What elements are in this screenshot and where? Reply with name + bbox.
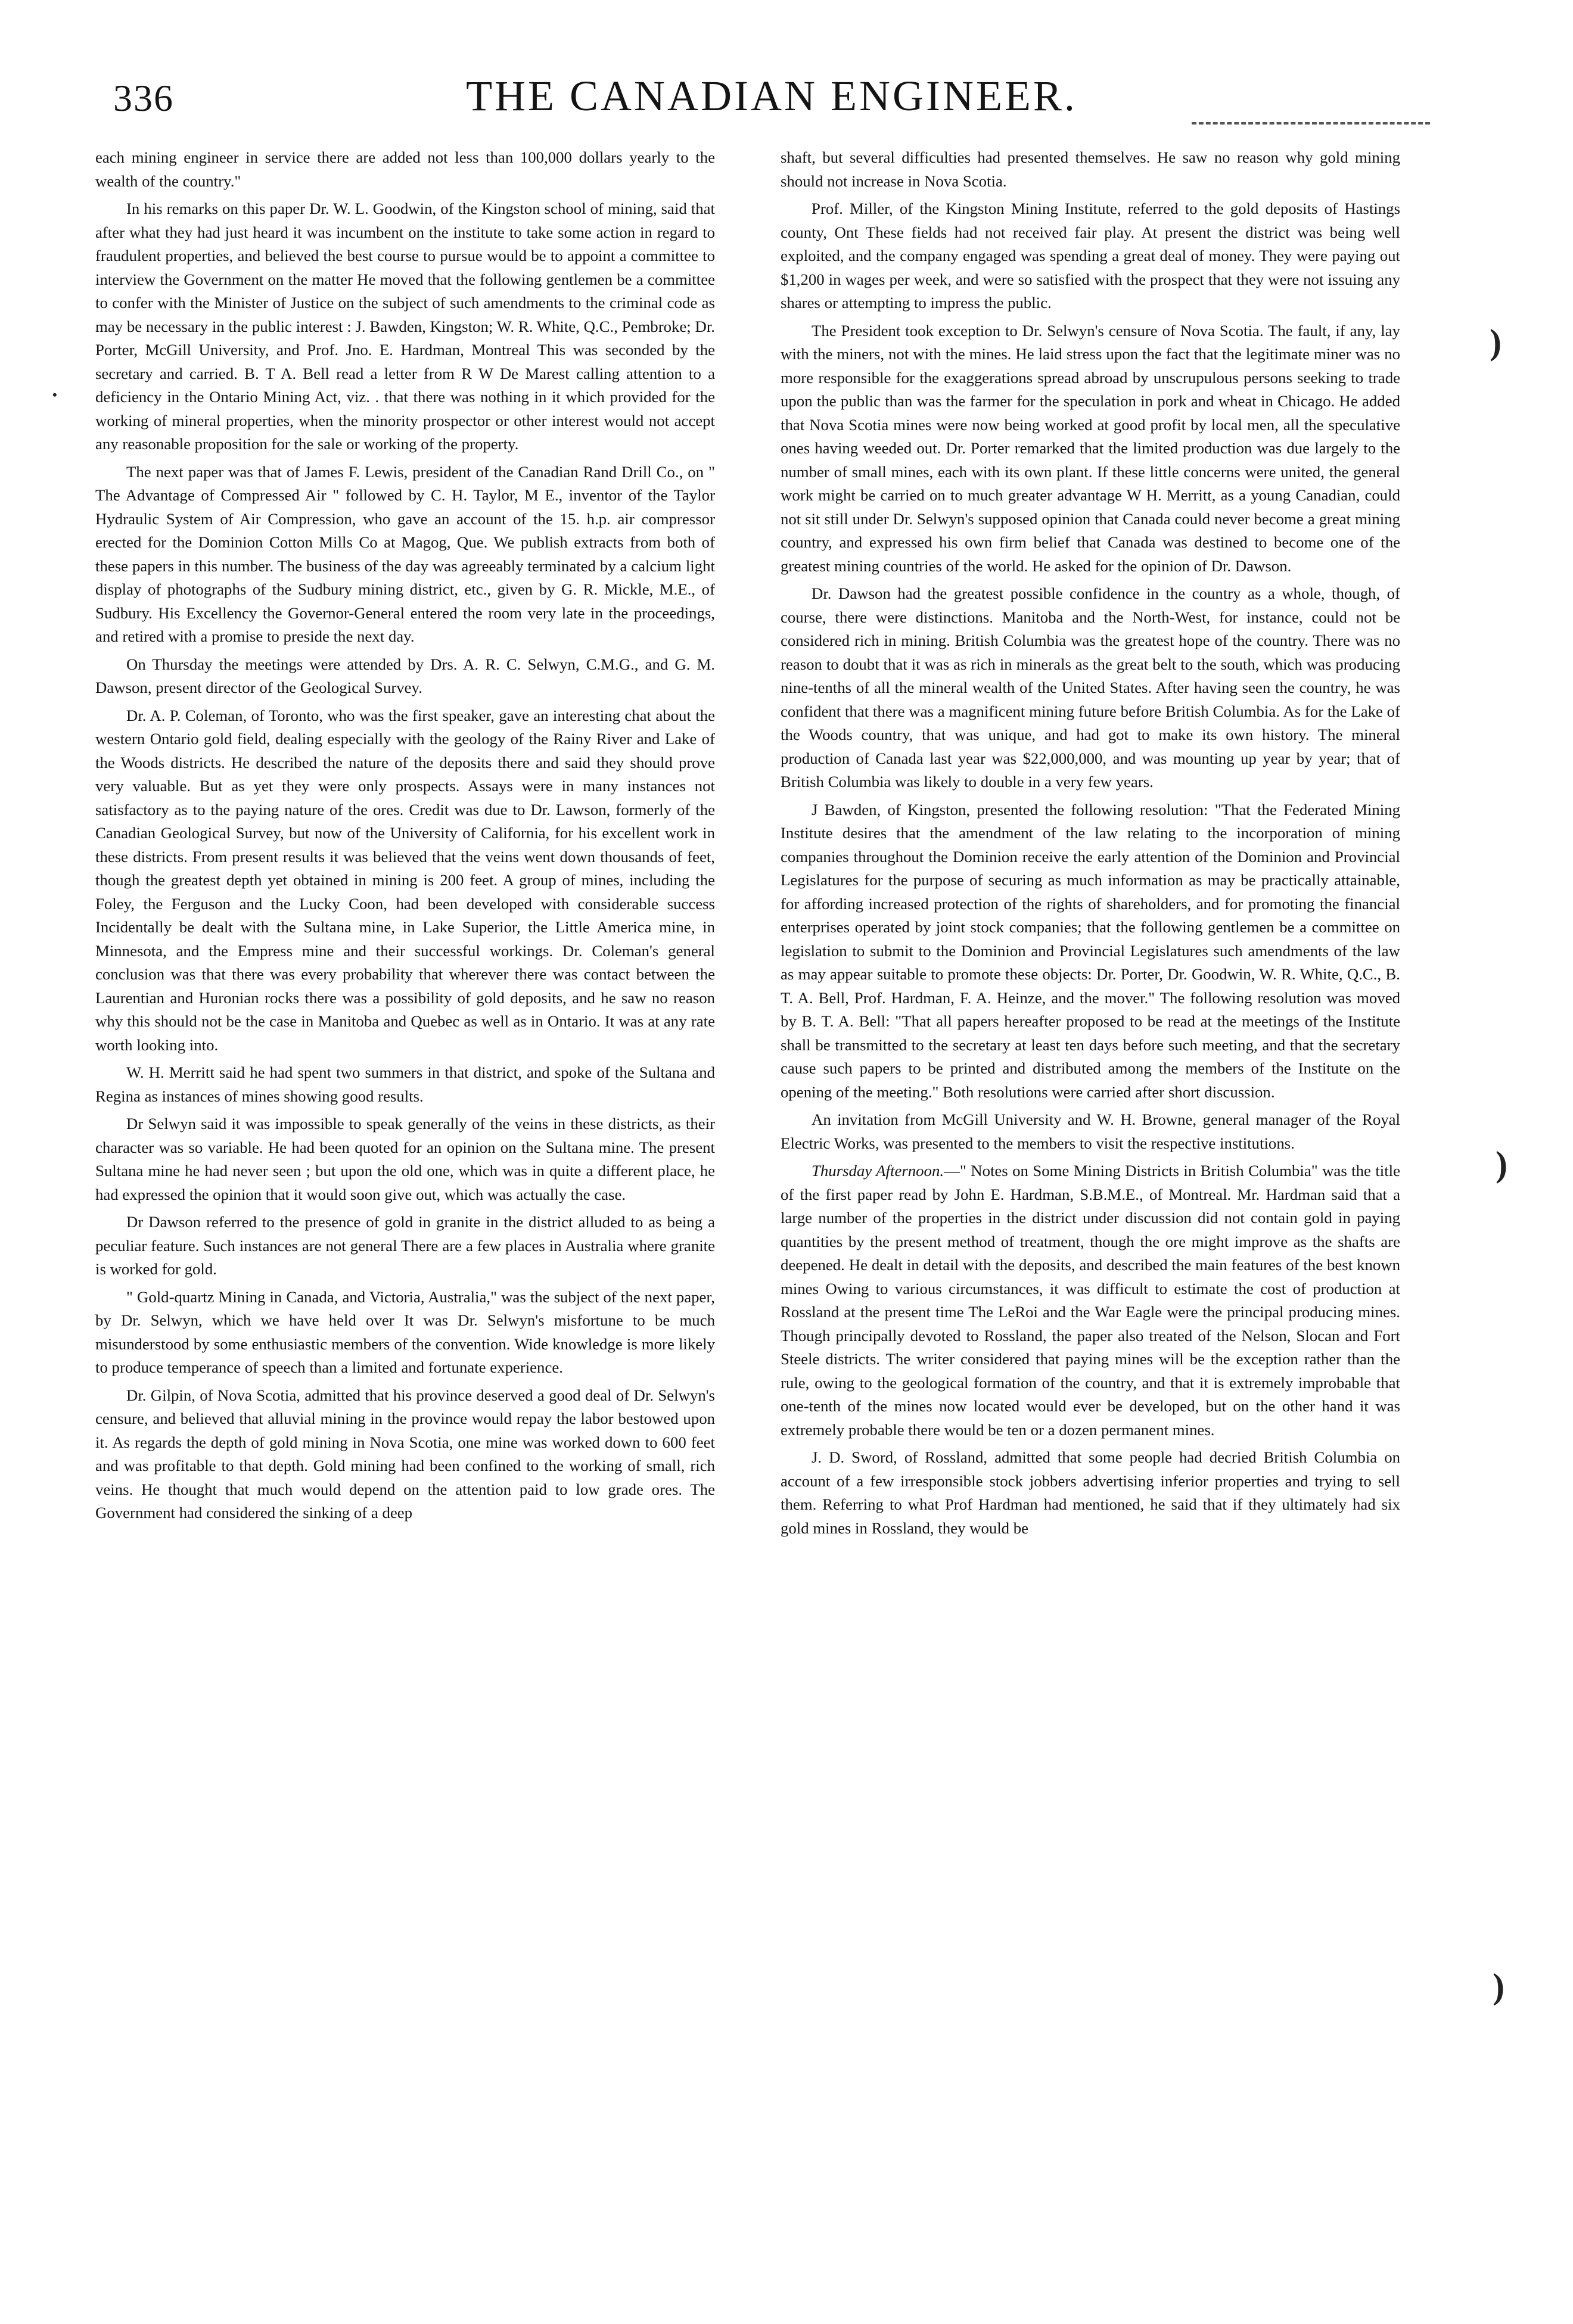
paragraph: In his remarks on this paper Dr. W. L. Goodwin, of the Kingston school of mining, said that after what they had just heard it was incumbent on the institute to take some action in regard to fraudulent properties, and believed the best course to pursue would be to appoint a committee to interview the Government on the matter He moved that the following gentlemen be a committee to confer with the Minister of Justice on the subject of such amendments to the criminal code as may be necessary in the public interest : J. Bawden, Kingston; W. R. White, Q.C., Pembroke; Dr. Porter, McGill University, and Prof. Jno. E. Hardman, Montreal This was seconded by the secretary and carried. B. T A. Bell read a letter from R W De Marest calling attention to a deficiency in the Ontario Mining Act, viz. . that there was nothing in it which provided for the working of mineral properties, when the minority prospector or other interest would not accept any reasonable proposition for the sale or working of the property. — [95, 200, 715, 453]
paragraph: J Bawden, of Kingston, presented the following resolution: "That the Federated Mining Institute desires that the amendment of the law relating to the incorporation of mining companies throughout the Dominion receive the early attention of the Dominion and Provincial Legislatures for the purpose of securing as much information as may be practically attainable, for affording increased protection of the rights of shareholders, and for promoting the financial enterprises operated by joint stock companies; that the following gentlemen be a committee on legislation to submit to the Dominion and Provincial Legislatures such amendments of the law as may appear suitable to promote these objects: Dr. Porter, Dr. Goodwin, W. R. White, Q.C., B. T. A. Bell, Prof. Hardman, F. A. Heinze, and the mover." The following resolution was moved by B. T. A. Bell: "That all papers hereafter proposed to be read at the meetings of the Institute shall be transmitted to the secretary at least ten days before such meeting, and that the secretary cause such papers to be printed and distributed among the members of the Institute on the opening of the meeting." Both resolutions were carried after short discussion. — [781, 800, 1400, 1101]
paragraph: Dr. Dawson had the greatest possible confidence in the country as a whole, though, of course, there were distinctions. Manitoba and the North-West, for instance, could not be considered rich in mining. British Columbia was the greatest hope of the country. There was no reason to doubt that it was as rich in minerals as the great belt to the south, which was producing nine-tenths of all the mineral wealth of the United States. After having seen the country, he was confident that there was a magnificent mining future before British Columbia. As for the Lake of the Woods country, that was unique, and had got to make its own history. The mineral production of Canada last year was $22,000,000, and was mounting up year by year; that of British Columbia was likely to double in a very few years. — [781, 584, 1400, 791]
page-number: 336 — [113, 77, 174, 119]
paragraph: An invitation from McGill University and W. H. Browne, general manager of the Royal Electric Works, was presented to the members to visit the respective institutions. — [781, 1110, 1400, 1152]
paragraph: Dr. Gilpin, of Nova Scotia, admitted that his province deserved a good deal of Dr. Selwyn's censure, and believed that alluvial mining in the province would repay the labor bestowed upon it. As regards the depth of gold mining in Nova Scotia, one mine was worked down to 600 feet and was profitable to that depth. Gold mining had been confined to the working of small, rich veins. He thought that much would depend on the attention paid to low grade ores. The Government had considered the sinking of a deep — [95, 1386, 715, 1522]
scan-mark: ) — [1496, 1144, 1507, 1184]
paragraph: Dr Selwyn said it was impossible to speak generally of the veins in these districts, as their character was so variable. He had been quoted for an opinion on the Sultana mine. The present Sultana mine he had never seen ; but upon the old one, which was in quite a different place, he had expressed the opinion that it would soon give out, which was actually the case. — [95, 1115, 715, 1203]
section-text: —" Notes on Some Mining Districts in British Columbia" was the title of the first paper read by John E. Hardman, S.B.M.E., of Montreal. Mr. Hardman said that a large number of the properties in the district under discussion did not contain gold in paying quantities by the present method of treatment, though the ore might improve as the shafts are deepened. He dealt in detail with the deposits, and described the main features of the best known mines Owing to various circumstances, it was difficult to estimate the cost of production at Rossland at the present time The LeRoi and the War Eagle were the principal producing mines. Though principally devoted to Rossland, the paper also treated of the Nelson, Slocan and Fort Steele districts. The writer considered that paying mines will be the exception rather than the rule, owing to the geological formation of the country, and that it is extremely improbable that one-tenth of the mines now located would ever be developed, but on the other hand it was extremely probable there would be ten or a dozen permanent mines. — [781, 1162, 1400, 1439]
paragraph: On Thursday the meetings were attended by Drs. A. R. C. Selwyn, C.M.G., and G. M. Dawson, present director of the Geological Survey. — [95, 655, 715, 696]
paragraph: The President took exception to Dr. Selwyn's censure of Nova Scotia. The fault, if any, lay with the miners, not with the mines. He laid stress upon the fact that the legitimate miner was no more responsible for the exaggerations spread abroad by unscrupulous persons seeking to trade upon the public than was the farmer for the speculation in pork and wheat in Chicago. He added that Nova Scotia mines were now being worked at good profit by local men, all the speculative ones having weeded out. Dr. Porter remarked that the limited production was due largely to the number of small mines, each with its own plant. If these little concerns were united, the general work might be carried on to much greater advantage W H. Merritt, as a young Canadian, could not sit still under Dr. Selwyn's supposed opinion that Canada could never become a great mining country, and expressed his own firm belief that Canada was destined to become one of the greatest mining countries of the world. He asked for the opinion of Dr. Dawson. — [781, 321, 1400, 575]
section-lead: Thursday Afternoon. — [812, 1162, 944, 1180]
paragraph: The next paper was that of James F. Lewis, president of the Canadian Rand Drill Co., on " The Advantage of Compressed Air " followed by C. H. Taylor, M E., inventor of the Taylor Hydraulic System of Air Compression, who gave an account of the 15. h.p. air compressor erected for the Dominion Cotton Mills Co at Magog, Que. We publish extracts from both of these papers in this number. The business of the day was agreeably terminated by a calcium light display of photographs of the Sudbury mining district, etc., given by G. R. Mickle, M.E., of Sudbury. His Excellency the Governor-General entered the room very late in the proceedings, and retired with a promise to preside the next day. — [95, 462, 715, 645]
scan-mark: • — [52, 387, 57, 402]
left-column — [95, 146, 715, 2291]
journal-title: THE CANADIAN ENGINEER. — [466, 72, 1077, 120]
thursday-afternoon-paragraph — [781, 1159, 1400, 1442]
paragraph: Dr Dawson referred to the presence of gold in granite in the district alluded to as being a peculiar feature. Such instances are not general There are a few places in Australia where granite is worked for gold. — [95, 1213, 715, 1278]
scan-mark: ) — [1490, 322, 1502, 362]
paragraph: W. H. Merritt said he had spent two summers in that district, and spoke of the Sultana and Regina as instances of mines showing good results. — [95, 1063, 715, 1105]
paragraph: each mining engineer in service there are added not less than 100,000 dollars yearly to the wealth of the country." — [95, 148, 715, 190]
paragraph: shaft, but several difficulties had presented themselves. He saw no reason why gold mining should not increase in Nova Scotia. — [781, 148, 1400, 190]
header-rule — [1192, 122, 1430, 126]
paragraph: " Gold-quartz Mining in Canada, and Victoria, Australia," was the subject of the next paper, by Dr. Selwyn, which we have held over It was Dr. Selwyn's misfortune to be much misunderstood by some enthusiastic members of the convention. Wide knowledge is more likely to produce temperance of speech than a limited and fortunate experience. — [95, 1287, 715, 1376]
paragraph: Prof. Miller, of the Kingston Mining Institute, referred to the gold deposits of Hastings county, Ont These fields had not received fair play. At present the district was being well exploited, and the company engaged was spending a great deal of money. They were paying out $1,200 in wages per week, and were so satisfied with the prospect that they were not issuing any shares or attempting to impress the public. — [781, 200, 1400, 312]
right-column — [781, 146, 1400, 2291]
paragraph: Dr. A. P. Coleman, of Toronto, who was the first speaker, gave an interesting chat about the western Ontario gold field, dealing especially with the geology of the Rainy River and Lake of the Woods districts. He described the nature of the deposits there and said they should prove very valuable. But as yet they were only prospects. Assays were in many instances not satisfactory as to the paying nature of the ores. Credit was due to Dr. Lawson, formerly of the Canadian Geological Survey, but now of the University of California, for his excellent work in these districts. From present results it was believed that the veins went down thousands of feet, though the greatest depth yet obtained in mining is 200 feet. A group of mines, including the Foley, the Ferguson and the Lucky Coon, had been developed with considerable success Incidentally be dealt with the Sultana mine, in Lake Superior, the Little America mine, in Minnesota, and the Empress mine and their successful workings. Dr. Coleman's general conclusion was that there was every probability that wherever there was contact between the Laurentian and Huronian rocks there was a possibility of gold deposits, and he saw no reason why this should not be the case in Manitoba and Quebec as well as in Ontario. It was at any rate worth looking into. — [95, 706, 715, 1054]
scan-mark: ) — [1493, 1967, 1504, 2006]
paragraph: J. D. Sword, of Rossland, admitted that some people had decried British Columbia on account of a few irresponsible stock jobbers advertising inferior properties and trying to sell them. Referring to what Prof Hardman had mentioned, he said that if they ultimately had six gold mines in Rossland, they would be — [781, 1448, 1400, 1537]
